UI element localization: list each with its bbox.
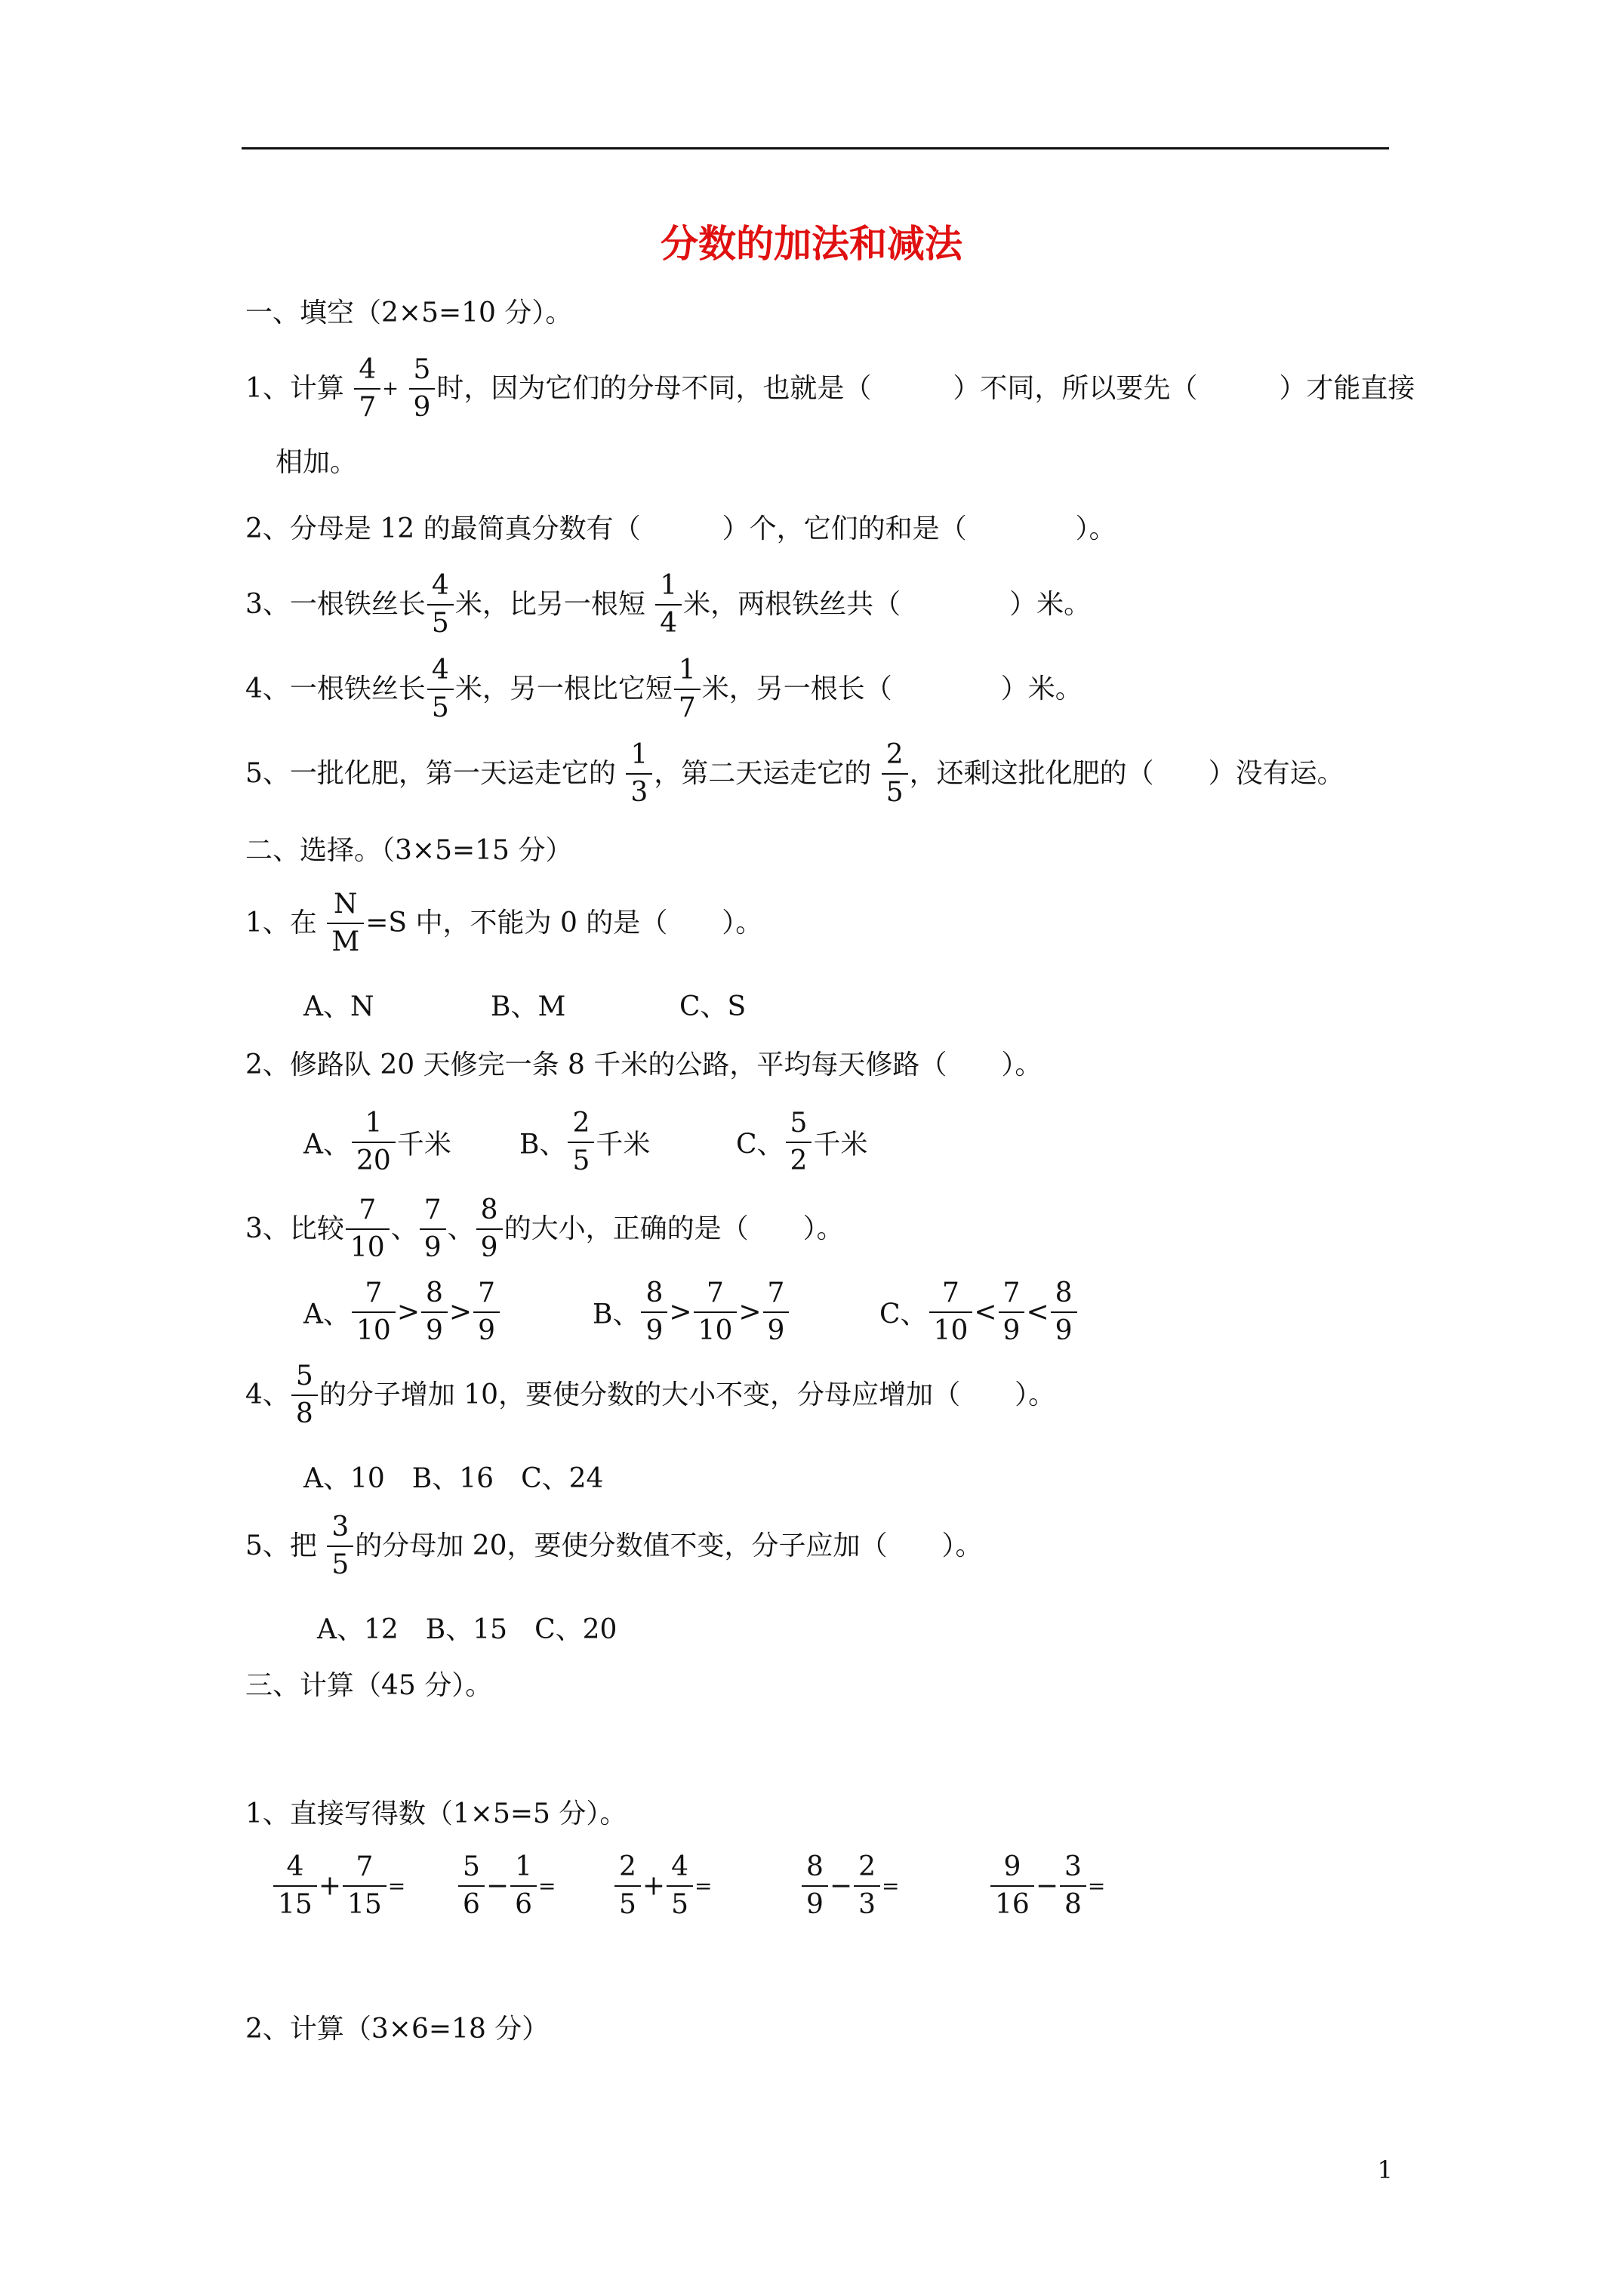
option-fraction-2 — [694, 1277, 738, 1346]
denominator: 2 — [790, 1145, 808, 1176]
s2-q4-text-b: 的分子增加 10，要使分数的大小不变，分母应增加（ ）。 — [319, 1379, 1056, 1410]
denominator: 5 — [431, 608, 449, 639]
numerator: 7 — [343, 1854, 387, 1887]
numerator: 8 — [1051, 1280, 1077, 1313]
option-unit: 千米 — [813, 1129, 868, 1160]
s2-q5-options[interactable]: A、12 B、15 C、20 — [317, 1614, 617, 1645]
option-fraction-1 — [641, 1277, 667, 1346]
expr-fraction-2 — [667, 1851, 693, 1920]
numerator: 8 — [476, 1197, 503, 1230]
s2-q2-option-c[interactable] — [736, 1110, 867, 1175]
s1-q5-text-c: ，还剩这批化肥的（ ）没有运。 — [909, 758, 1344, 789]
denominator: 9 — [478, 1315, 495, 1346]
s2-q3-option-c[interactable] — [879, 1277, 1079, 1346]
denominator: 7 — [678, 692, 696, 723]
option-label: B、 — [593, 1299, 640, 1330]
s3-expression-3 — [613, 1851, 713, 1920]
equals-sign: = — [694, 1873, 713, 1899]
denominator: 5 — [619, 1889, 636, 1920]
denominator: 15 — [346, 1889, 382, 1920]
numerator: 7 — [346, 1197, 390, 1230]
denominator: 10 — [698, 1315, 733, 1346]
s2-q4-text-a: 4、 — [245, 1379, 290, 1410]
denominator: 7 — [359, 392, 377, 423]
numerator: 8 — [802, 1854, 828, 1887]
numerator: 5 — [458, 1854, 485, 1887]
expr-fraction-2 — [343, 1851, 387, 1920]
s2-q1-option-c[interactable]: C、S — [679, 991, 747, 1022]
section1-heading: 一、填空（2×5=10 分）。 — [245, 297, 573, 328]
s1-q1-fraction-2 — [409, 356, 436, 421]
s1-q1-fraction-1 — [354, 356, 380, 421]
option-fraction — [786, 1110, 812, 1175]
s2-q3-text-b: 的大小，正确的是（ ）。 — [504, 1213, 844, 1244]
option-fraction-2 — [421, 1277, 448, 1346]
s1-q4-fraction-2 — [674, 657, 701, 722]
denominator: 5 — [885, 777, 904, 808]
equals-sign: = — [537, 1873, 556, 1899]
expr-fraction-2 — [1060, 1851, 1086, 1920]
s1-q5 — [245, 741, 1344, 806]
s2-q4 — [245, 1363, 1055, 1428]
s1-q4-text-b: 米，另一根比它短 — [454, 673, 673, 704]
numerator: 1 — [655, 572, 682, 606]
page-title: 分数的加法和减法 — [661, 221, 962, 266]
separator: 、 — [390, 1213, 418, 1244]
s2-q2-option-b[interactable] — [519, 1110, 650, 1175]
denominator: 9 — [806, 1889, 824, 1920]
denominator: 6 — [463, 1889, 480, 1920]
option-fraction — [568, 1110, 594, 1175]
page-number: 1 — [1377, 2156, 1393, 2184]
denominator: 9 — [767, 1315, 785, 1346]
s1-q4-fraction-1 — [427, 657, 454, 722]
numerator: 3 — [327, 1514, 353, 1547]
numerator: 3 — [1060, 1854, 1086, 1887]
denominator: 9 — [1002, 1315, 1021, 1346]
s2-q4-fraction — [291, 1363, 318, 1428]
s1-q5-text-a: 5、一批化肥，第一天运走它的 — [245, 758, 625, 789]
option-label: B、 — [519, 1129, 567, 1160]
comparison-operator: < — [1026, 1296, 1049, 1328]
s3-sub1-heading: 1、直接写得数（1×5=5 分）。 — [245, 1798, 627, 1829]
s2-q1-text-b: =S 中，不能为 0 的是（ ）。 — [365, 908, 763, 938]
operator: − — [1035, 1870, 1058, 1902]
denominator: 9 — [480, 1232, 498, 1263]
option-fraction-3 — [1051, 1277, 1077, 1346]
denominator: 6 — [515, 1889, 532, 1920]
s1-q4-text-a: 4、一根铁丝长 — [245, 673, 426, 704]
expr-fraction-1 — [273, 1851, 317, 1920]
s1-q3 — [245, 572, 1091, 637]
denominator: 4 — [660, 608, 678, 639]
numerator: 4 — [427, 572, 454, 606]
numerator: 7 — [694, 1280, 738, 1313]
s1-q1-continued: 相加。 — [276, 447, 358, 478]
expr-fraction-1 — [458, 1851, 485, 1920]
comparison-operator: > — [448, 1296, 473, 1328]
section2-heading: 二、选择。（3×5=15 分） — [245, 835, 573, 866]
denominator: 5 — [331, 1549, 350, 1580]
s1-q3-text-c: 米，两根铁丝共（ ）米。 — [683, 589, 1092, 620]
s2-q3-option-b[interactable] — [593, 1277, 790, 1346]
numerator: 4 — [273, 1854, 317, 1887]
numerator: 4 — [354, 356, 380, 390]
comparison-operator: > — [738, 1296, 762, 1328]
s2-q5-fraction — [327, 1514, 353, 1579]
separator: 、 — [447, 1213, 475, 1244]
expr-fraction-1 — [614, 1851, 641, 1920]
section3-heading: 三、计算（45 分）。 — [245, 1670, 493, 1701]
equals-sign: = — [881, 1873, 900, 1899]
denominator: 15 — [278, 1889, 313, 1920]
numerator: 8 — [641, 1280, 667, 1313]
numerator: 7 — [473, 1280, 500, 1313]
denominator: 10 — [350, 1232, 385, 1263]
denominator: 9 — [423, 1232, 442, 1263]
option-fraction-2 — [999, 1277, 1025, 1346]
s2-q1-option-a[interactable]: A、N — [303, 991, 374, 1022]
numerator: 7 — [352, 1280, 396, 1313]
expr-fraction-2 — [510, 1851, 537, 1920]
option-label: C、 — [736, 1129, 784, 1160]
s2-q3 — [245, 1194, 844, 1263]
s2-q3-option-a[interactable] — [303, 1277, 501, 1346]
denominator: 10 — [356, 1315, 391, 1346]
numerator: 8 — [421, 1280, 448, 1313]
denominator: 9 — [413, 392, 431, 423]
numerator: N — [327, 891, 364, 924]
s2-q2: 2、修路队 20 天修完一条 8 千米的公路，平均每天修路（ ）。 — [245, 1049, 1042, 1080]
numerator: 9 — [990, 1854, 1034, 1887]
option-label: A、 — [303, 1299, 350, 1330]
operator: − — [829, 1870, 853, 1902]
s2-q1 — [245, 891, 762, 956]
s2-q5 — [245, 1514, 983, 1579]
s1-q1 — [245, 356, 1415, 421]
denominator: 9 — [425, 1315, 443, 1346]
numerator: 5 — [291, 1363, 318, 1396]
s1-q5-text-b: ，第二天运走它的 — [654, 758, 880, 789]
denominator: 16 — [995, 1889, 1030, 1920]
s2-q1-option-b[interactable]: B、M — [491, 991, 566, 1022]
s1-q3-text-b: 米，比另一根短 — [454, 589, 654, 620]
s1-q3-fraction-1 — [427, 572, 454, 637]
expr-fraction-1 — [990, 1851, 1034, 1920]
numerator: 2 — [854, 1854, 880, 1887]
denominator: M — [331, 926, 360, 957]
denominator: 5 — [671, 1889, 688, 1920]
numerator: 1 — [674, 657, 701, 690]
s1-q4 — [245, 657, 1083, 722]
s3-expression-2 — [457, 1851, 556, 1920]
denominator: 3 — [858, 1889, 876, 1920]
denominator: 10 — [933, 1315, 969, 1346]
option-fraction-1 — [929, 1277, 973, 1346]
numerator: 1 — [510, 1854, 537, 1887]
denominator: 5 — [431, 692, 449, 723]
option-fraction-3 — [763, 1277, 790, 1346]
numerator: 1 — [352, 1110, 396, 1143]
denominator: 9 — [645, 1315, 664, 1346]
s3-sub2-heading: 2、计算（3×6=18 分） — [245, 2014, 550, 2045]
s1-q1-text-a: 1、计算 — [245, 373, 344, 404]
header-rule — [242, 147, 1389, 149]
s3-expression-1 — [272, 1851, 406, 1920]
s2-q1-fraction — [327, 891, 364, 956]
equals-sign: = — [387, 1873, 406, 1899]
denominator: 3 — [630, 777, 648, 808]
operator: − — [485, 1870, 510, 1902]
operator: + — [318, 1870, 341, 1902]
denominator: 9 — [1055, 1315, 1073, 1346]
expr-fraction-2 — [854, 1851, 880, 1920]
expr-fraction-1 — [802, 1851, 828, 1920]
numerator: 4 — [427, 657, 454, 690]
option-fraction-1 — [352, 1277, 396, 1346]
s2-q5-text-a: 5、把 — [245, 1530, 326, 1561]
numerator: 7 — [929, 1280, 973, 1313]
numerator: 2 — [568, 1110, 594, 1143]
s1-q3-text-a: 3、一根铁丝长 — [245, 589, 426, 620]
numerator: 2 — [882, 741, 908, 775]
numerator: 5 — [409, 356, 436, 390]
denominator: 8 — [1064, 1889, 1082, 1920]
denominator: 5 — [572, 1145, 590, 1176]
s2-q4-options[interactable]: A、10 B、16 C、24 — [303, 1463, 604, 1494]
s2-q3-fraction-2 — [420, 1194, 446, 1263]
s1-q1-plus: + — [382, 378, 399, 400]
s1-q4-text-c: 米，另一根长（ ）米。 — [701, 673, 1083, 704]
s1-q5-fraction-1 — [626, 741, 652, 806]
numerator: 7 — [763, 1280, 790, 1313]
numerator: 1 — [626, 741, 652, 775]
operator: + — [642, 1870, 666, 1902]
denominator: 8 — [295, 1398, 313, 1429]
s2-q3-fraction-1 — [346, 1194, 390, 1263]
s2-q1-text-a: 1、在 — [245, 908, 326, 938]
s2-q5-text-b: 的分母加 20，要使分数值不变，分子应加（ ）。 — [355, 1530, 983, 1561]
option-unit: 千米 — [396, 1129, 451, 1160]
s1-q3-fraction-2 — [655, 572, 682, 637]
option-fraction-3 — [473, 1277, 500, 1346]
s2-q3-text-a: 3、比较 — [245, 1213, 344, 1244]
numerator: 2 — [614, 1854, 641, 1887]
s1-q5-fraction-2 — [882, 741, 908, 806]
s3-expression-5 — [989, 1851, 1106, 1920]
s3-expression-4 — [800, 1851, 900, 1920]
numerator: 7 — [999, 1280, 1025, 1313]
option-fraction — [352, 1110, 396, 1175]
option-label: A、 — [303, 1129, 350, 1160]
comparison-operator: > — [669, 1296, 692, 1328]
s2-q3-fraction-3 — [476, 1194, 503, 1263]
numerator: 5 — [786, 1110, 812, 1143]
option-unit: 千米 — [596, 1129, 651, 1160]
comparison-operator: > — [396, 1296, 420, 1328]
numerator: 7 — [420, 1197, 446, 1230]
denominator: 20 — [356, 1145, 391, 1176]
comparison-operator: < — [974, 1296, 997, 1328]
option-label: C、 — [879, 1299, 928, 1330]
s1-q1-text-b: 时，因为它们的分母不同，也就是（ ）不同，所以要先（ ）才能直接 — [436, 373, 1415, 404]
s2-q2-option-a[interactable] — [303, 1110, 451, 1175]
numerator: 4 — [667, 1854, 693, 1887]
s1-q2: 2、分母是 12 的最简真分数有（ ）个，它们的和是（ ）。 — [245, 513, 1116, 544]
equals-sign: = — [1087, 1873, 1106, 1899]
